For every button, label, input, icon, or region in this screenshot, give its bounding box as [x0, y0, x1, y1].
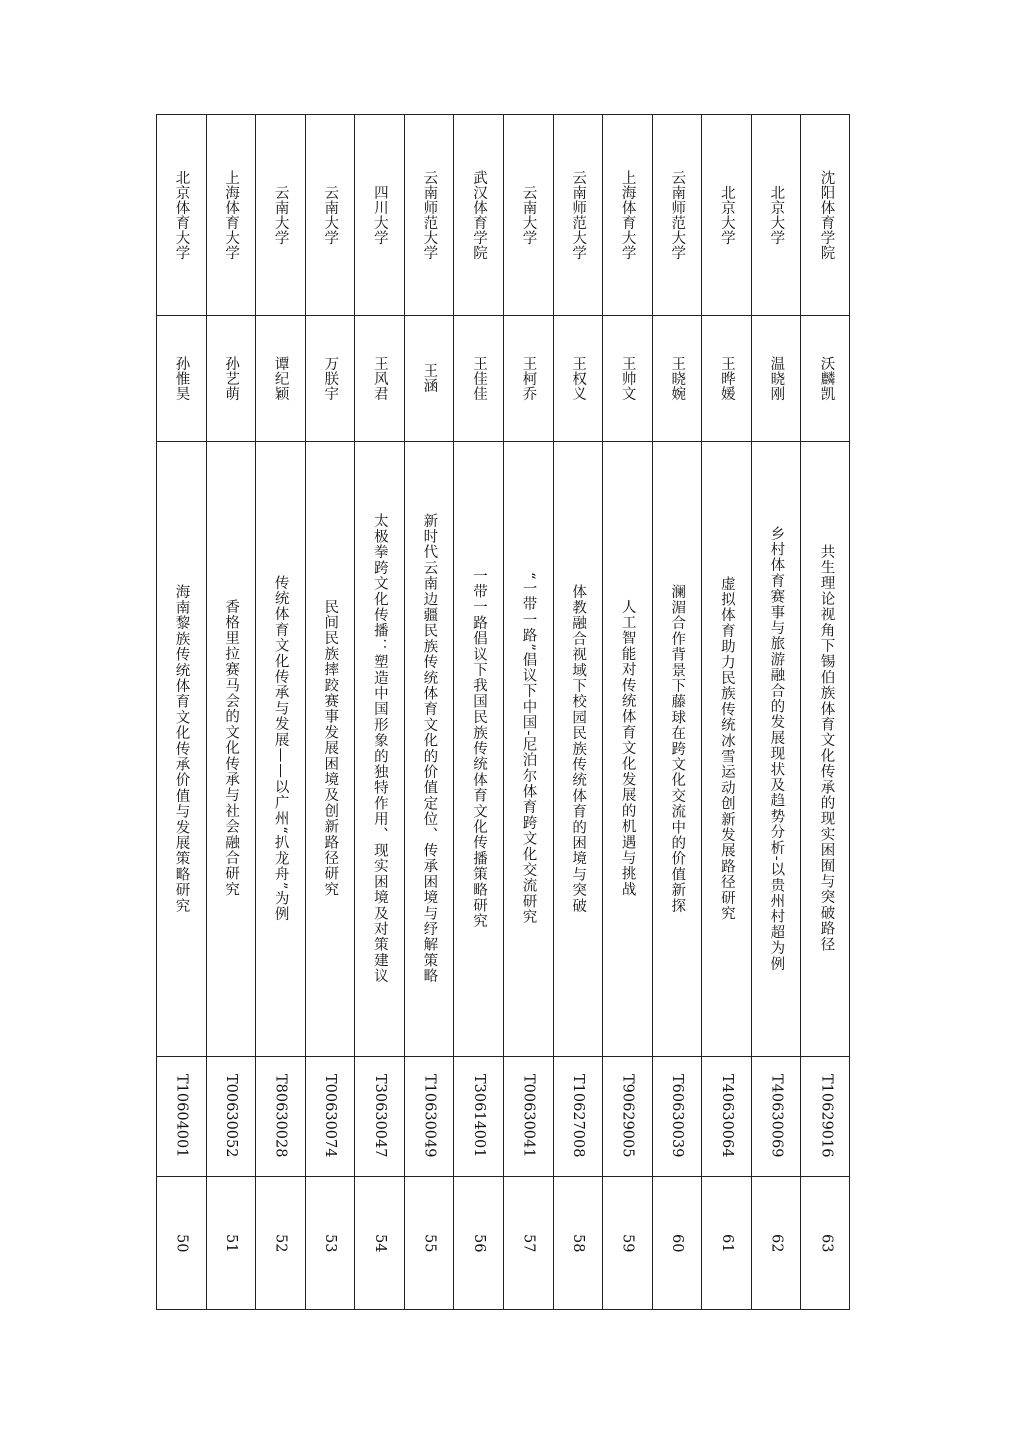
table-row [554, 115, 604, 1309]
person-text: 王柯乔 [520, 355, 537, 401]
title-text: 海南黎族传统体育文化传承价值与发展策略研究 [173, 583, 190, 914]
cell-no [752, 1176, 801, 1311]
table-row [157, 115, 207, 1309]
no-text: 60 [669, 1234, 686, 1253]
table-row [504, 115, 554, 1309]
cell-code [454, 1056, 503, 1176]
title-text: 澜湄合作背景下藤球在跨文化交流中的价值新探 [669, 583, 686, 914]
cell-org [801, 115, 851, 315]
cell-org [603, 115, 652, 315]
cell-code [603, 1056, 652, 1176]
person-text: 王涵 [421, 363, 438, 393]
cell-title [504, 441, 553, 1056]
cell-title [554, 441, 603, 1056]
no-text: 59 [619, 1234, 636, 1253]
cell-code [256, 1056, 305, 1176]
cell-no [504, 1176, 553, 1311]
code-text: T10629016 [818, 1074, 835, 1158]
cell-no [256, 1176, 305, 1311]
cell-no [554, 1176, 603, 1311]
cell-org [653, 115, 702, 315]
cell-code [157, 1056, 206, 1176]
code-text: T90629005 [619, 1074, 636, 1158]
person-text: 王晔媛 [718, 355, 735, 401]
person-text: 沃麟凯 [818, 355, 835, 401]
cell-code [801, 1056, 851, 1176]
cell-title [207, 441, 256, 1056]
cell-no [207, 1176, 256, 1311]
cell-org [752, 115, 801, 315]
org-text: 云南师范大学 [669, 170, 686, 260]
cell-title [405, 441, 454, 1056]
table-row [454, 115, 504, 1309]
cell-code [504, 1056, 553, 1176]
org-text: 云南师范大学 [570, 170, 587, 260]
cell-org [157, 115, 206, 315]
code-text: T60630039 [669, 1074, 686, 1158]
cell-org [554, 115, 603, 315]
cell-person [702, 315, 751, 441]
no-text: 50 [173, 1234, 190, 1253]
cell-person [454, 315, 503, 441]
code-text: T30630047 [371, 1074, 388, 1158]
cell-title [355, 441, 404, 1056]
cell-no [653, 1176, 702, 1311]
no-text: 54 [371, 1234, 388, 1253]
no-text: 55 [421, 1234, 438, 1253]
org-text: 沈阳体育学院 [818, 170, 835, 260]
cell-no [454, 1176, 503, 1311]
code-text: T00630074 [322, 1074, 339, 1158]
cell-code [653, 1056, 702, 1176]
cell-no [405, 1176, 454, 1311]
cell-code [207, 1056, 256, 1176]
cell-title [157, 441, 206, 1056]
cell-code [752, 1056, 801, 1176]
no-text: 61 [718, 1234, 735, 1253]
code-text: T40630069 [768, 1074, 785, 1158]
code-text: T00630052 [223, 1074, 240, 1158]
org-text: 云南大学 [272, 185, 289, 245]
org-text: 武汉体育学院 [470, 170, 487, 260]
cell-title [256, 441, 305, 1056]
code-text: T30614001 [470, 1074, 487, 1158]
org-text: 北京体育大学 [173, 170, 190, 260]
title-text: “一带一路”倡议下中国-尼泊尔体育跨文化交流研究 [520, 571, 537, 926]
cell-title [801, 441, 851, 1056]
person-text: 谭纪颖 [272, 355, 289, 401]
cell-person [504, 315, 553, 441]
table-row [405, 115, 455, 1309]
cell-person [653, 315, 702, 441]
cell-code [405, 1056, 454, 1176]
cell-title [653, 441, 702, 1056]
org-text: 上海体育大学 [619, 170, 636, 260]
person-text: 王帅文 [619, 355, 636, 401]
cell-person [355, 315, 404, 441]
cell-title [306, 441, 355, 1056]
cell-org [207, 115, 256, 315]
org-text: 上海体育大学 [223, 170, 240, 260]
table-row [752, 115, 802, 1309]
person-text: 王权义 [570, 355, 587, 401]
title-text: 体教融合视域下校园民族传统体育的困境与突破 [570, 583, 587, 914]
title-text: 虚拟体育助力民族传统冰雪运动创新发展路径研究 [718, 575, 735, 922]
title-text: 新时代云南边疆民族传统体育文化的价值定位、传承困境与纾解策略 [421, 513, 438, 984]
cell-no [355, 1176, 404, 1311]
table-row [207, 115, 257, 1309]
org-text: 北京大学 [768, 185, 785, 245]
cell-org [504, 115, 553, 315]
person-text: 孙惟昊 [173, 355, 190, 401]
person-text: 孙艺萌 [223, 355, 240, 401]
cell-person [554, 315, 603, 441]
cell-org [702, 115, 751, 315]
person-text: 万朕宇 [322, 355, 339, 401]
cell-no [157, 1176, 206, 1311]
person-text: 王晓婉 [669, 355, 686, 401]
no-text: 53 [322, 1234, 339, 1253]
table-row [653, 115, 703, 1309]
cell-person [801, 315, 851, 441]
cell-person [157, 315, 206, 441]
no-text: 62 [768, 1234, 785, 1253]
code-text: T10604001 [173, 1074, 190, 1158]
cell-no [702, 1176, 751, 1311]
title-text: 乡村体育赛事与旅游融合的发展现状及趋势分析-以贵州村超为例 [768, 525, 785, 972]
org-text: 北京大学 [718, 185, 735, 245]
title-text: 太极拳跨文化传播：塑造中国形象的独特作用、现实困境及对策建议 [371, 513, 388, 984]
cell-org [405, 115, 454, 315]
person-text: 温晓刚 [768, 355, 785, 401]
code-text: T40630064 [718, 1074, 735, 1158]
table-row [801, 115, 851, 1309]
table-row [603, 115, 653, 1309]
org-text: 云南大学 [520, 185, 537, 245]
code-text: T10627008 [570, 1074, 587, 1158]
person-text: 王佳佳 [470, 355, 487, 401]
title-text: 香格里拉赛马会的文化传承与社会融合研究 [223, 599, 240, 898]
code-text: T00630041 [520, 1074, 537, 1158]
cell-person [306, 315, 355, 441]
cell-person [256, 315, 305, 441]
cell-code [702, 1056, 751, 1176]
table-row [306, 115, 356, 1309]
no-text: 57 [520, 1234, 537, 1253]
person-text: 王风君 [371, 355, 388, 401]
table-row [256, 115, 306, 1309]
cell-code [355, 1056, 404, 1176]
cell-org [454, 115, 503, 315]
cell-person [752, 315, 801, 441]
no-text: 52 [272, 1234, 289, 1253]
title-text: 传统体育文化传承与发展——以广州“扒龙舟”为例 [272, 575, 289, 922]
cell-title [752, 441, 801, 1056]
code-text: T80630028 [272, 1074, 289, 1158]
org-text: 四川大学 [371, 185, 388, 245]
title-text: 共生理论视角下锡伯族体育文化传承的现实困囿与突破路径 [818, 544, 835, 953]
cell-no [603, 1176, 652, 1311]
cell-no [801, 1176, 851, 1311]
cell-org [306, 115, 355, 315]
cell-no [306, 1176, 355, 1311]
cell-org [256, 115, 305, 315]
title-text: 民间民族摔跤赛事发展困境及创新路径研究 [322, 599, 339, 898]
cell-title [603, 441, 652, 1056]
cell-title [454, 441, 503, 1056]
title-text: 人工智能对传统体育文化发展的机遇与挑战 [619, 599, 636, 898]
title-text: 一带一路倡议下我国民族传统体育文化传播策略研究 [470, 567, 487, 930]
cell-person [405, 315, 454, 441]
cell-code [554, 1056, 603, 1176]
cell-org [355, 115, 404, 315]
cell-person [207, 315, 256, 441]
cell-title [702, 441, 751, 1056]
no-text: 63 [818, 1234, 835, 1253]
data-table [156, 114, 850, 1310]
no-text: 51 [223, 1234, 240, 1253]
no-text: 58 [570, 1234, 587, 1253]
table-row [702, 115, 752, 1309]
cell-person [603, 315, 652, 441]
no-text: 56 [470, 1234, 487, 1253]
org-text: 云南大学 [322, 185, 339, 245]
table-row [355, 115, 405, 1309]
org-text: 云南师范大学 [421, 170, 438, 260]
cell-code [306, 1056, 355, 1176]
code-text: T10630049 [421, 1074, 438, 1158]
